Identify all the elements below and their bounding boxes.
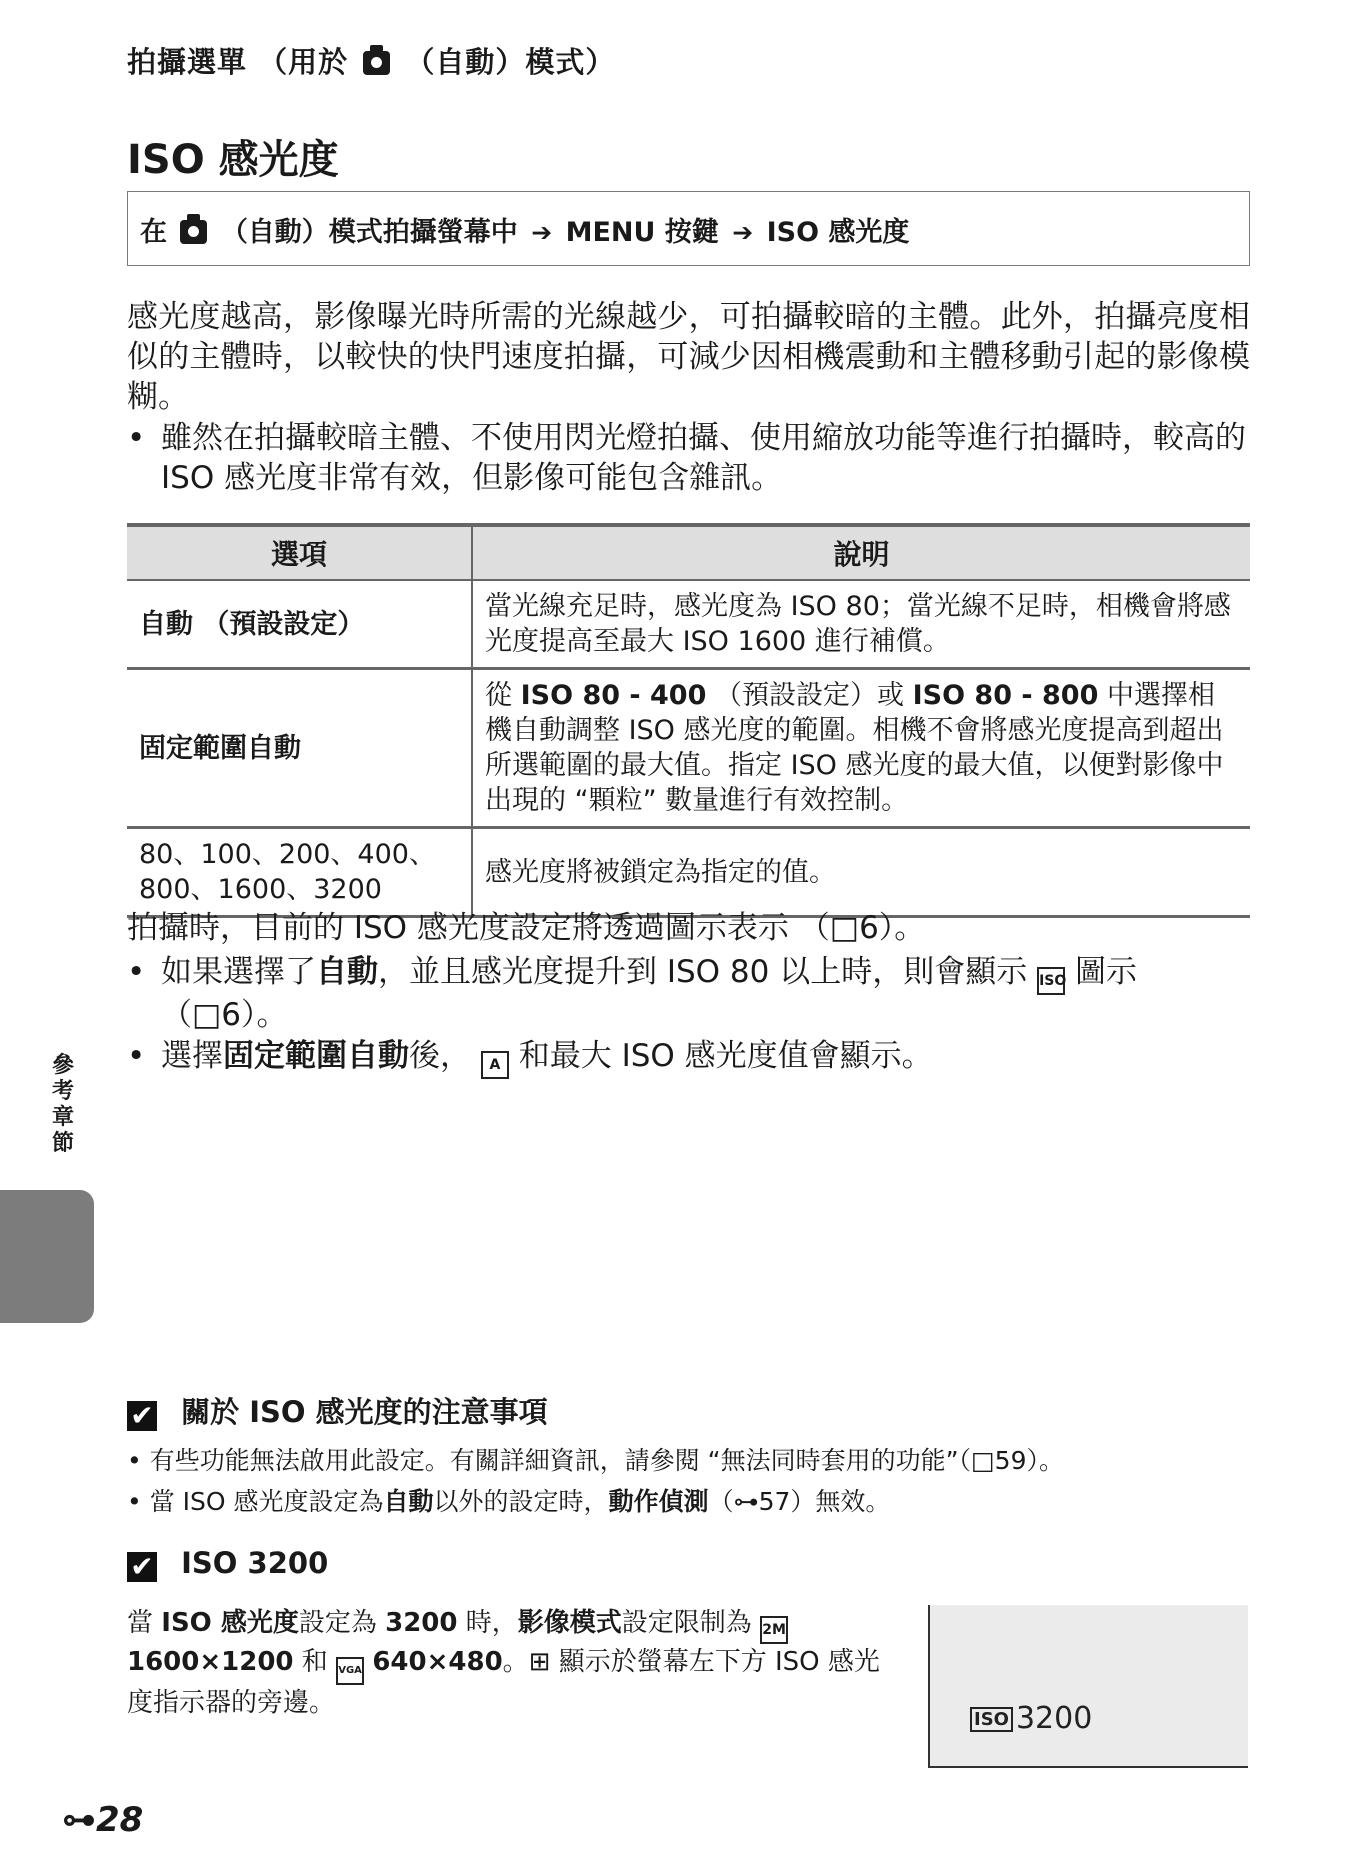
- table-cell-option: 固定範圍自動: [127, 669, 472, 828]
- desc-bold-range-400: ISO 80 - 400: [520, 680, 707, 711]
- bold-text: 3200: [385, 1608, 458, 1638]
- auto-mode-camera-icon: [180, 220, 207, 244]
- note-title: ISO 3200: [181, 1546, 329, 1580]
- bullet-dot: •: [127, 1446, 142, 1475]
- text: 和最大 ISO 感光度值會顯示。: [518, 1038, 933, 1074]
- note-heading-iso3200: [127, 1546, 328, 1582]
- preview-iso-indicator: [970, 1701, 1092, 1736]
- note-title: 關於 ISO 感光度的注意事項: [181, 1395, 548, 1429]
- table-cell-description: 當光線充足時，感光度為 ISO 80；當光線不足時，相機會將感光度提高至最大 ISO 1600 進行補償。: [472, 580, 1250, 669]
- preview-iso-value: 3200: [1015, 1701, 1093, 1736]
- header-text-before: 拍攝選單 （用於: [127, 45, 349, 79]
- desc-text: （預設設定）或: [714, 680, 904, 711]
- bold-text: 自動: [316, 954, 378, 990]
- page-number: ⊶28: [62, 1800, 144, 1840]
- text: 如果選擇了: [161, 954, 316, 990]
- menu-path-box: [127, 191, 1250, 266]
- table-header-row: [127, 525, 1250, 580]
- screen-preview: [928, 1605, 1248, 1768]
- text: 設定為: [298, 1608, 377, 1638]
- table-cell-option: 自動 （預設設定）: [127, 580, 472, 669]
- image-mode-2m-icon: 2M: [760, 1616, 788, 1644]
- running-header: [127, 40, 615, 81]
- note-text: 有些功能無法啟用此設定。有關詳細資訊，請參閱 “無法同時套用的功能”（□59）。: [149, 1446, 1064, 1475]
- table-row: [127, 669, 1250, 828]
- auto-mode-camera-icon: [363, 51, 390, 75]
- desc-text: 中選擇相機自動調整 ISO 感光度的範圍。相機不會將感光度提高到超出所選範圍的最大值。指定 ISO 感光度的最大值，以便對影像中出現的 “顆粒” 數量進行有效控制。: [485, 680, 1224, 816]
- note-bold: 動作偵測: [608, 1487, 709, 1516]
- text: 後，: [409, 1038, 471, 1074]
- iso-options-table: [127, 523, 1250, 918]
- iso-indicator-icon: ISO: [1037, 967, 1065, 995]
- bullet-dot: •: [127, 954, 146, 990]
- menu-path-mode: （自動）模式拍攝螢幕中: [220, 217, 518, 248]
- menu-path-menu-button: MENU 按鍵: [565, 217, 719, 248]
- bullet-text: 雖然在拍攝較暗主體、不使用閃光燈拍攝、使用縮放功能等進行拍攝時，較高的 ISO 感光度非常有效，但影像可能包含雜訊。: [161, 420, 1246, 496]
- fixed-range-iso-icon: A: [481, 1051, 509, 1079]
- text: 圖示（□6）。: [161, 954, 1137, 1033]
- desc-bold-range-800: ISO 80 - 800: [912, 680, 1099, 711]
- text: 。⊞ 顯示於螢幕左下方 ISO 感光度指示器的旁邊。: [127, 1647, 880, 1718]
- text: 當: [127, 1608, 154, 1638]
- after-table-text: 拍攝時，目前的 ISO 感光度設定將透過圖示表示 （□6）。: [127, 910, 926, 946]
- note-text: 當 ISO 感光度設定為: [149, 1487, 384, 1516]
- menu-path-prefix: 在: [140, 217, 167, 248]
- bullet-dot: •: [127, 420, 146, 456]
- note-text: （⊶57）無效。: [708, 1487, 891, 1516]
- bold-text: 固定範圍自動: [223, 1038, 409, 1074]
- table-row: [127, 580, 1250, 669]
- text: 時，: [465, 1608, 518, 1638]
- side-section-tab: [0, 1190, 94, 1323]
- table-cell-description: 感光度將被鎖定為指定的值。: [472, 828, 1250, 917]
- arrow-right-icon: ➔: [531, 218, 553, 247]
- intro-paragraph: 感光度越高，影像曝光時所需的光線越少，可拍攝較暗的主體。此外，拍攝亮度相似的主體時，以較快的快門速度拍攝，可減少因相機震動和主體移動引起的影像模糊。: [127, 299, 1250, 415]
- bullet-dot: •: [127, 1487, 142, 1516]
- table-row: [127, 828, 1250, 917]
- check-mark-icon: ✔: [127, 1552, 157, 1582]
- note-text: 以外的設定時，: [433, 1487, 609, 1516]
- text: ，並且感光度提升到 ISO 80 以上時，則會顯示: [378, 954, 1028, 990]
- side-section-label: 參考章節: [51, 1053, 74, 1156]
- bold-text: 影像模式: [517, 1608, 622, 1638]
- page-title: ISO 感光度: [127, 137, 339, 183]
- table-cell-description: [472, 669, 1250, 828]
- table-cell-option: 80、100、200、400、800、1600、3200: [127, 828, 472, 917]
- text: 選擇: [161, 1038, 223, 1074]
- text: 和: [301, 1647, 328, 1677]
- iso3200-paragraph: [127, 1605, 882, 1721]
- text: 設定限制為: [621, 1608, 752, 1638]
- bold-text: 640×480: [372, 1647, 503, 1677]
- bullet-text: [161, 1036, 1251, 1079]
- table-header-description: 說明: [472, 525, 1250, 580]
- note-heading-iso: [127, 1390, 548, 1431]
- note-item: [127, 1444, 1064, 1478]
- header-text-after: （自動）模式）: [405, 45, 616, 79]
- image-mode-vga-icon: VGA: [336, 1657, 364, 1685]
- note-item: [127, 1485, 890, 1519]
- desc-text: 從: [485, 680, 512, 711]
- table-header-option: 選項: [127, 525, 472, 580]
- bold-text: ISO 感光度: [161, 1608, 299, 1638]
- bullet-dot: •: [127, 1038, 146, 1074]
- iso-tag-icon: ISO: [970, 1707, 1013, 1732]
- note-bold: 自動: [383, 1487, 434, 1516]
- check-mark-icon: ✔: [127, 1401, 157, 1431]
- bold-text: 1600×1200: [127, 1647, 294, 1677]
- bullet-text: [161, 952, 1251, 1035]
- arrow-right-icon: ➔: [732, 218, 754, 247]
- menu-path-setting: ISO 感光度: [766, 217, 910, 248]
